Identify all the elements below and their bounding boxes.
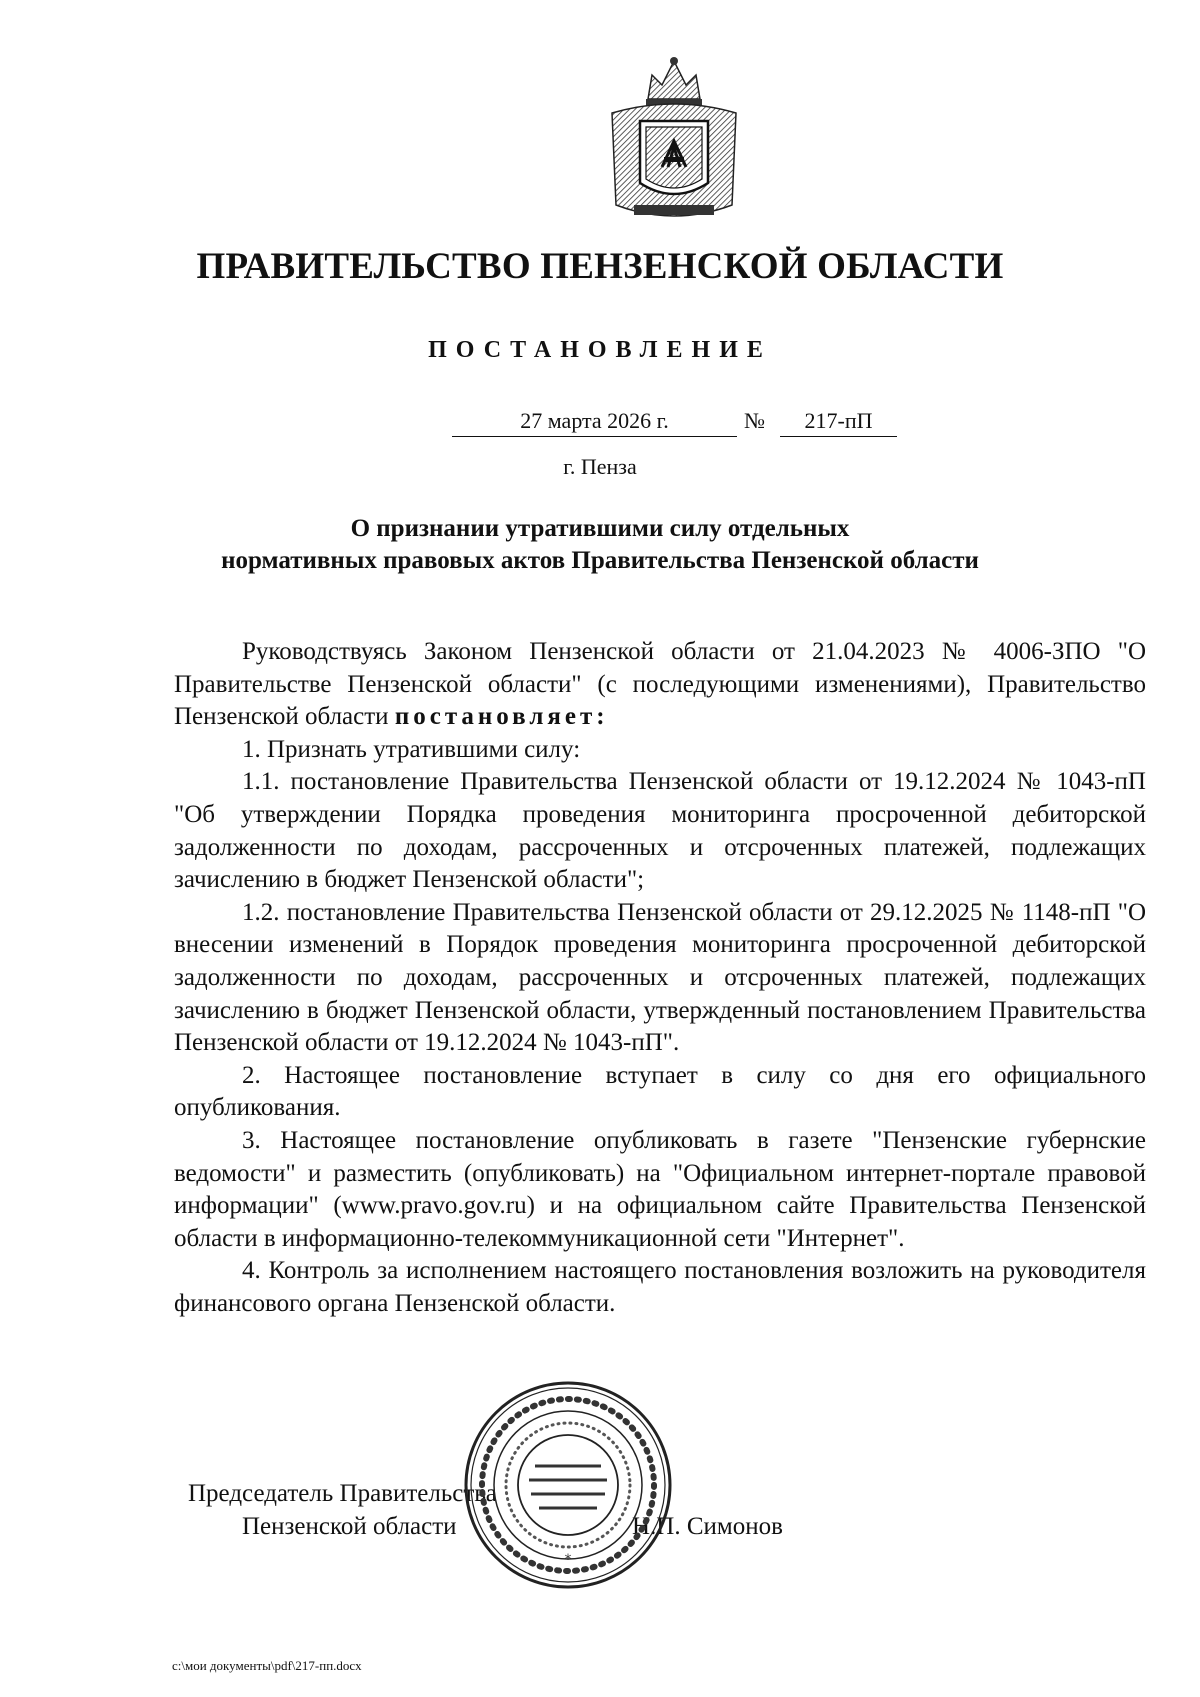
document-number: 217-пП (780, 408, 897, 437)
coat-of-arms-icon (604, 55, 744, 223)
preamble-paragraph (174, 636, 1146, 734)
paragraph-4: 4. Контроль за исполнением настоящего постановления возложить на руководителя финансового органа Пензенской области. (174, 1257, 1146, 1317)
svg-text:*: * (564, 1552, 572, 1568)
signatory-name: Н.П. Симонов (632, 1513, 783, 1540)
paragraph-1: 1. Признать утратившими силу: (242, 735, 581, 763)
document-date: 27 марта 2026 г. (452, 408, 737, 437)
paragraph-2: 2. Настоящее постановление вступает в силу со дня его официального опубликования. (174, 1061, 1146, 1122)
paragraph-1-1: 1.1. постановление Правительства Пензенской области от 19.12.2024 № 1043-пП "Об утверждении Порядка проведения мониторинга просроченной дебиторской задолженности по доходам, рассроченных и отсроченных платежей, подлежащих зачислению в бюджет Пензенской области"; (174, 768, 1146, 894)
file-path: c:\мои документы\pdf\217-пп.docx (172, 1658, 362, 1673)
city: г. Пенза (563, 454, 637, 479)
organization-name: ПРАВИТЕЛЬСТВО ПЕНЗЕНСКОЙ ОБЛАСТИ (196, 246, 1004, 287)
official-stamp-icon (463, 1380, 673, 1590)
document-title (0, 513, 1200, 577)
title-line-2: нормативных правовых актов Правительства Пензенской области (221, 547, 979, 574)
preamble-text: Руководствуясь Законом Пензенской области от 21.04.2023 № 4006-ЗПО "О Правительстве Пензенской области" (с последующими изменениями), Правительство Пензенской области (174, 638, 1146, 731)
document-type: ПОСТАНОВЛЕНИЕ (428, 337, 772, 363)
paragraph-1-2: 1.2. постановление Правительства Пензенской области от 29.12.2025 № 1148-пП "О внесении изменений в Порядок проведения мониторинга просроченной дебиторской задолженности по доходам, рассроченных и отсроченных платежей, подлежащих зачислению в бюджет Пензенской области, утвержденный постановлением Правительства Пензенской области от 19.12.2024 № 1043-пП". (174, 898, 1146, 1057)
date-number-line (0, 408, 1200, 442)
paragraph-3: 3. Настоящее постановление опубликовать в газете "Пензенские губернские ведомости" и разместить (опубликовать) на "Официальном интернет-портале правовой информации" (www.pravo.gov.ru) и на официальном сайте Правительства Пензенской области в информационно-телекоммуникационной сети "Интернет". (174, 1126, 1146, 1252)
document-body (174, 636, 1146, 1320)
title-line-1: О признании утратившими силу отдельных (350, 515, 850, 542)
number-sign: № (744, 408, 765, 433)
signatory-position-line-1: Председатель Правительства (188, 1480, 497, 1507)
signatory-position-line-2: Пензенской области (242, 1513, 457, 1540)
decree-word: постановляет: (394, 703, 609, 731)
